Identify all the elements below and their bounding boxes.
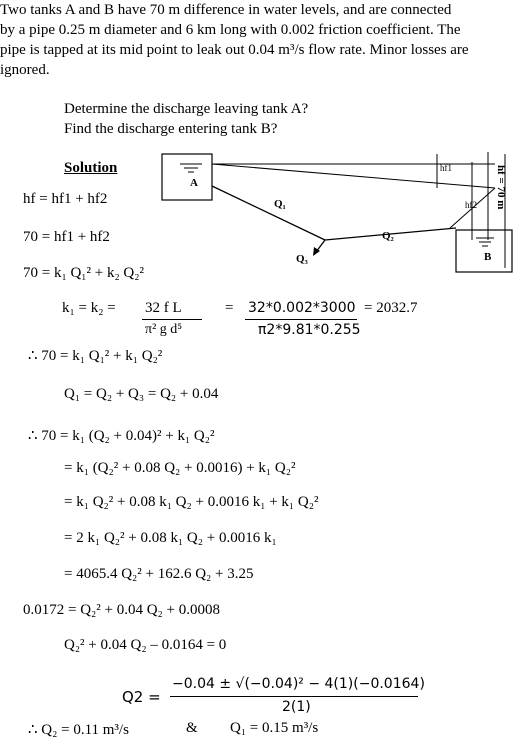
eq-therefore-70: ∴ 70 = k₁ Q₁² + k₁ Q₂² (28, 348, 163, 364)
problem-line-1: Two tanks A and B have 70 m difference in water levels, and are connected (0, 2, 452, 18)
question-2: Find the discharge entering tank B? (64, 121, 278, 137)
answer-ampersand: & (186, 720, 198, 736)
q2-formula-numerator: −0.04 ± √(−0.04)² − 4(1)(−0.0164) (172, 676, 425, 692)
problem-statement (0, 0, 500, 80)
k-fraction-bar (142, 319, 202, 320)
eq-continuity: Q₁ = Q₂ + Q₃ = Q₂ + 0.04 (64, 386, 219, 402)
tank-b-label: B (484, 251, 492, 263)
answer-q2: ∴ Q₂ = 0.11 m³/s (28, 722, 129, 738)
k-result: = 2032.7 (364, 300, 418, 316)
eq-70-sum: 70 = hf1 + hf2 (23, 229, 110, 245)
tank-a-label: A (190, 177, 198, 189)
hf-total-label: hf = 70 m (495, 165, 507, 210)
eq-normalized: 0.0172 = Q₂² + 0.04 Q₂ + 0.0008 (23, 602, 220, 618)
k-equals: = (225, 300, 234, 316)
solution-heading: Solution (64, 160, 118, 176)
eq-quadratic: Q₂² + 0.04 Q₂ – 0.0164 = 0 (64, 637, 227, 653)
k-numerator: 32 f L (145, 300, 182, 316)
eq-hf-sum: hf = hf1 + hf2 (23, 191, 108, 207)
problem-line-3: pipe is tapped at its mid point to leak out 0.04 m³/s flow rate. Minor losses are (0, 42, 469, 58)
q2-label: Q₂ (382, 230, 394, 242)
tank-a (162, 154, 212, 200)
problem-line-2: by a pipe 0.25 m diameter and 6 km long with 0.002 friction coefficient. The (0, 22, 461, 38)
eq-numeric: = 4065.4 Q₂² + 162.6 Q₂ + 3.25 (64, 566, 254, 582)
q1-label: Q₁ (274, 198, 286, 210)
k-denominator: π² g d⁵ (145, 322, 183, 337)
pipe-segment-1 (212, 186, 325, 240)
eq-distributed: = k₁ Q₂² + 0.08 k₁ Q₂ + 0.0016 k₁ + k₁ Q₂² (64, 494, 319, 510)
eq-substituted: ∴ 70 = k₁ (Q₂ + 0.04)² + k₁ Q₂² (28, 428, 215, 444)
question-1: Determine the discharge leaving tank A? (64, 101, 309, 117)
hf1-label: hf1 (440, 163, 452, 173)
answer-q1: Q₁ = 0.15 m³/s (230, 720, 319, 736)
q2-formula-lhs: Q2 = (122, 688, 161, 706)
problem-line-4: ignored. (0, 62, 50, 78)
k-denominator-values: π2*9.81*0.255 (258, 322, 361, 338)
eq-collected: = 2 k₁ Q₂² + 0.08 k₁ Q₂ + 0.0016 k₁ (64, 530, 277, 546)
eq-70-k: 70 = k₁ Q₁² + k₂ Q₂² (23, 265, 144, 281)
k-values-fraction-bar (245, 319, 357, 320)
q2-fraction-bar (170, 696, 418, 697)
q2-formula-denominator: 2(1) (282, 699, 311, 715)
hf2-label: hf2 (465, 200, 477, 210)
k-lhs: k₁ = k₂ = (62, 300, 116, 316)
tank-pipe-diagram (150, 148, 525, 278)
k-numerator-values: 32*0.002*3000 (248, 300, 356, 316)
hgl-line-1 (212, 164, 495, 188)
q3-label: Q₃ (296, 253, 308, 265)
eq-expanded: = k₁ (Q₂² + 0.08 Q₂ + 0.0016) + k₁ Q₂² (64, 460, 296, 476)
